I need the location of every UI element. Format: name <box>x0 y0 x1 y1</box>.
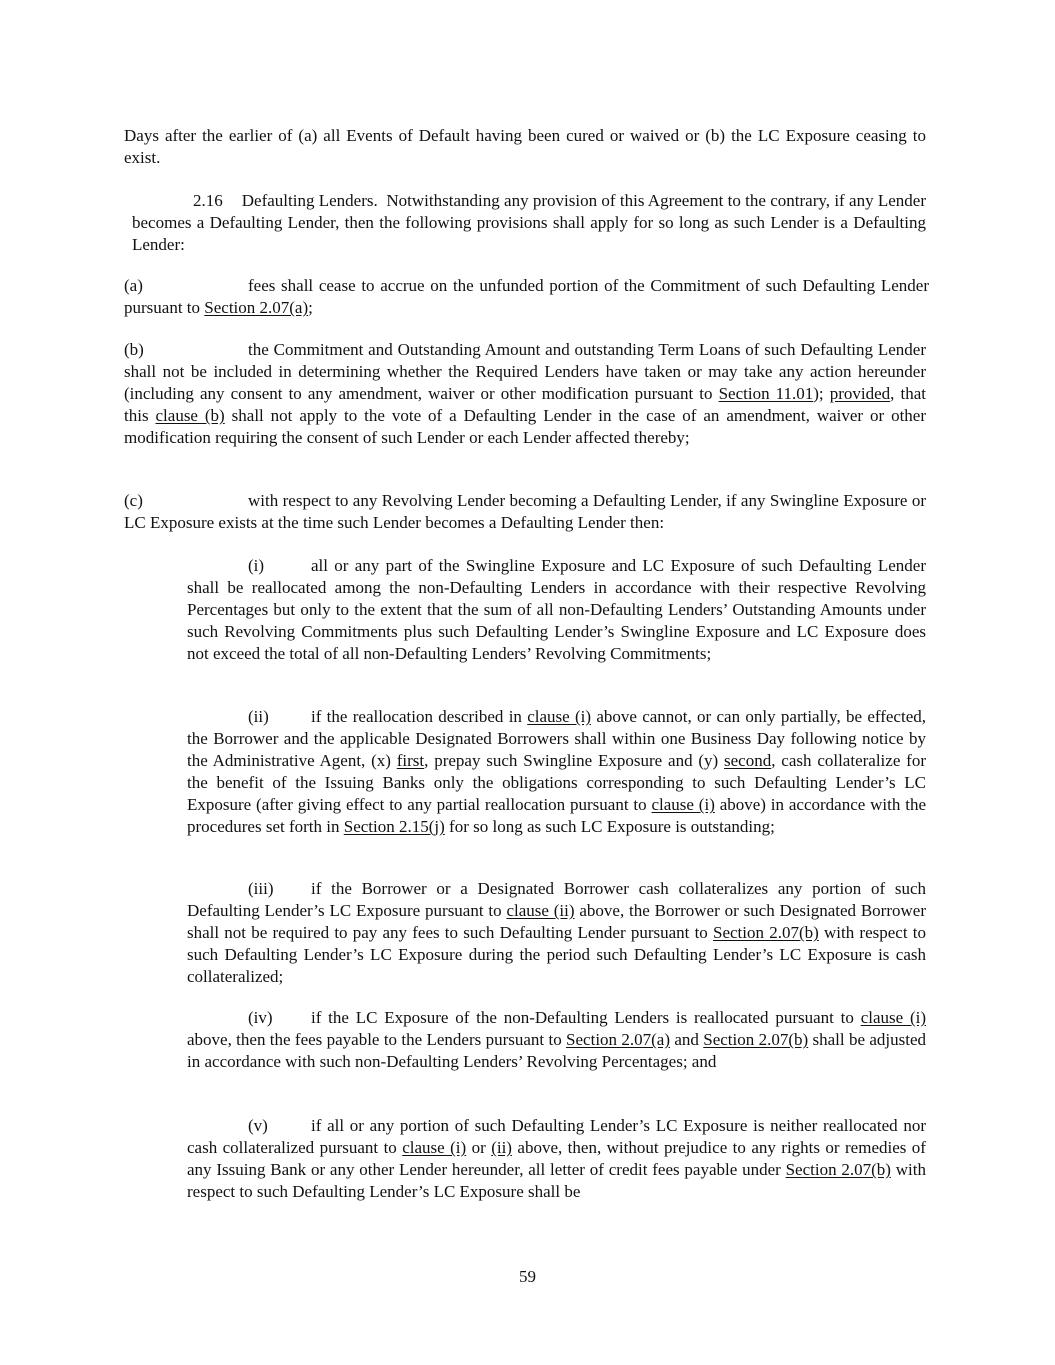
clause-b <box>124 339 926 449</box>
clause-v-text-2: or <box>466 1138 492 1157</box>
clause-c-label: (c) <box>124 491 143 510</box>
clause-iii-ref-clause-ii: clause (ii) <box>506 901 575 920</box>
clause-b-provided: provided <box>829 384 891 403</box>
clause-b-ref-clause-b: clause (b) <box>155 406 225 425</box>
clause-ii-ref-clause-i: clause (i) <box>527 707 592 726</box>
clause-ii-ref-clause-i-2: clause (i) <box>651 795 715 814</box>
clause-b-text: the Commitment and Outstanding Amount and outstanding Term Loans of such Defaulting Lender shall not be included in determining whether the Required Lenders have taken or may take any action hereunder (including any consent to any amendment, waiver or other modification pursuant to <box>124 340 926 403</box>
clause-c-text: with respect to any Revolving Lender becoming a Defaulting Lender, if any Swingline Exposure or LC Exposure exists at the time such Lender becomes a Defaulting Lender then: <box>124 491 926 532</box>
continuation-paragraph <box>124 125 926 169</box>
clause-ii <box>187 706 926 838</box>
clause-a-ref-section-2-07a: Section 2.07(a) <box>204 298 309 317</box>
clause-iv-text-2: above, then the fees payable to the Lenders pursuant to <box>187 1030 567 1049</box>
clause-iv-text: if the LC Exposure of the non-Defaulting Lenders is reallocated pursuant to <box>311 1008 861 1027</box>
clause-iii-ref-section-2-07b: Section 2.07(b) <box>713 923 819 942</box>
section-heading: Defaulting Lenders. <box>241 191 378 210</box>
clause-i-label: (i) <box>248 556 265 575</box>
clause-a <box>124 275 929 319</box>
clause-v-text-3: above, then, without prejudice to any rights or remedies of any Issuing Bank or any other Lender hereunder, all letter of credit fees payable under <box>187 1138 926 1179</box>
clause-iv-label: (iv) <box>248 1008 273 1027</box>
clause-i <box>187 555 926 665</box>
clause-a-end: ; <box>308 298 313 317</box>
clause-v-ref-ii: (ii) <box>491 1138 512 1157</box>
clause-b-text-3: , that this <box>124 384 926 425</box>
clause-ii-text-6: for so long as such LC Exposure is outstanding; <box>444 817 775 836</box>
clause-ii-text-2: above cannot, or can only partially, be effected, the Borrower and the applicable Designated Borrowers shall within one Business Day following notice by the Administrative Agent, (x) <box>187 707 926 770</box>
clause-iv-text-4: shall be adjusted in accordance with such non-Defaulting Lenders’ Revolving Percentages; and <box>187 1030 926 1071</box>
clause-iv-text-3: and <box>670 1030 704 1049</box>
section-2-16 <box>132 190 926 256</box>
clause-i-text: all or any part of the Swingline Exposure and LC Exposure of such Defaulting Lender shall be reallocated among the non-Defaulting Lenders in accordance with their respective Revolving Percentages but only to the extent that the sum of all non-Defaulting Lenders’ Outstanding Amounts under such Revolving Commitments plus such Defaulting Lender’s Swingline Exposure and LC Exposure does not exceed the total of all non-Defaulting Lenders’ Revolving Commitments; <box>187 556 926 663</box>
clause-v-text: if all or any portion of such Defaulting Lender’s LC Exposure is neither reallocated nor cash collateralized pursuant to <box>187 1116 926 1157</box>
clause-v-text-4: with respect to such Defaulting Lender’s LC Exposure shall be <box>187 1160 926 1201</box>
clause-iii-text-2: above, the Borrower or such Designated Borrower shall not be required to pay any fees to such Defaulting Lender pursuant to <box>187 901 926 942</box>
clause-iv-ref-section-2-07b: Section 2.07(b) <box>703 1030 809 1049</box>
clause-c <box>124 490 926 534</box>
clause-ii-ref-section-2-15j: Section 2.15(j) <box>343 817 445 836</box>
clause-b-text-4: shall not apply to the vote of a Defaulting Lender in the case of an amendment, waiver or other modification requiring the consent of such Lender or each Lender affected thereby; <box>124 406 927 447</box>
clause-ii-first: first <box>396 751 425 770</box>
clause-ii-text-4: , cash collateralize for the benefit of the Issuing Banks only the obligations corresponding to such Defaulting Lender’s LC Exposure (after giving effect to any partial reallocation pursuant to <box>187 751 926 814</box>
clause-ii-text-3: , prepay such Swingline Exposure and (y) <box>424 751 725 770</box>
clause-iii-label: (iii) <box>248 879 274 898</box>
continuation-text: Days after the earlier of (a) all Events of Default having been cured or waived or (b) the LC Exposure ceasing to exist. <box>124 126 926 167</box>
clause-iii-text-3: with respect to such Defaulting Lender’s LC Exposure during the period such Defaulting Lender’s LC Exposure is cash collateralized; <box>187 923 926 986</box>
clause-a-text: fees shall cease to accrue on the unfunded portion of the Commitment of such Defaulting Lender pursuant to <box>124 276 929 317</box>
clause-b-label: (b) <box>124 340 144 359</box>
clause-b-ref-section-11-01: Section 11.01 <box>718 384 814 403</box>
clause-ii-text: if the reallocation described in <box>311 707 528 726</box>
clause-iv-ref-section-2-07a: Section 2.07(a) <box>566 1030 670 1049</box>
section-text: Notwithstanding any provision of this Agreement to the contrary, if any Lender becomes a Defaulting Lender, then the following provisions shall apply for so long as such Lender is a Defaulting Lender: <box>132 191 927 254</box>
clause-b-text-2: ); <box>813 384 830 403</box>
section-number: 2.16 <box>193 191 223 210</box>
clause-v-ref-section-2-07b: Section 2.07(b) <box>785 1160 891 1179</box>
clause-iii <box>187 878 926 988</box>
clause-v-label: (v) <box>248 1116 268 1135</box>
clause-a-label: (a) <box>124 276 143 295</box>
clause-v <box>187 1115 926 1203</box>
clause-iv <box>187 1007 926 1073</box>
clause-iii-text: if the Borrower or a Designated Borrower cash collateralizes any portion of such Defaulting Lender’s LC Exposure pursuant to <box>187 879 926 920</box>
clause-ii-text-5: above) in accordance with the procedures set forth in <box>187 795 926 836</box>
clause-v-ref-clause-i: clause (i) <box>402 1138 467 1157</box>
page-number: 59 <box>519 1267 536 1286</box>
clause-ii-second: second <box>724 751 772 770</box>
clause-iv-ref-clause-i: clause (i) <box>860 1008 926 1027</box>
clause-ii-label: (ii) <box>248 707 269 726</box>
